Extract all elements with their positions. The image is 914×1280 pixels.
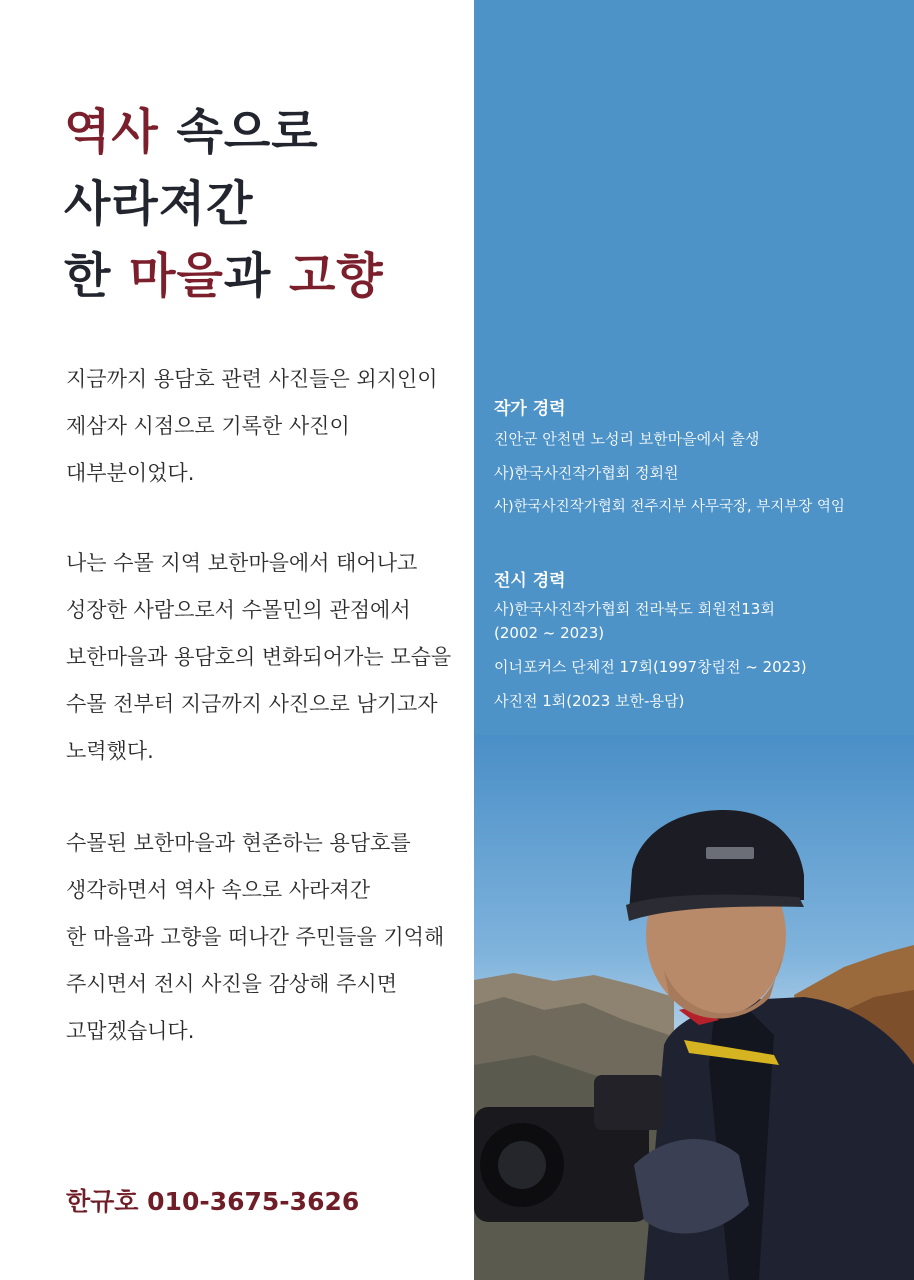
title-line-2: 사라져간: [64, 176, 254, 232]
title-text: 과: [223, 248, 289, 304]
paragraph-2: [66, 540, 451, 775]
title-line-1: [64, 96, 384, 168]
paragraph-line: 대부분이었다.: [66, 461, 195, 485]
exhibition-item: 이너포커스 단체전 17회(1997창립전 ~ 2023): [494, 658, 807, 676]
paragraph-line: 생각하면서 역사 속으로 사라져간: [66, 878, 371, 902]
photographer-photo: [474, 735, 914, 1280]
career-item: 사)한국사진작가협회 정회원: [494, 464, 679, 482]
paragraph-line: 나는 수몰 지역 보한마을에서 태어나고: [66, 551, 418, 575]
career-heading: 작가 경력: [494, 399, 566, 419]
paragraph-line: 성장한 사람으로서 수몰민의 관점에서: [66, 598, 411, 622]
title-accent: 고향: [288, 248, 384, 304]
title-line-3: [64, 240, 384, 312]
paragraph-line: 고맙겠습니다.: [66, 1019, 195, 1043]
title-text: 속으로: [158, 104, 319, 160]
photo-illustration: [474, 735, 914, 1280]
paragraph-line: 수몰된 보한마을과 현존하는 용담호를: [66, 831, 411, 855]
paragraph-line: 제삼자 시점으로 기록한 사진이: [66, 414, 350, 438]
paragraph-line: 노력했다.: [66, 739, 154, 763]
title-text: 한: [64, 248, 130, 304]
career-item: 사)한국사진작가협회 전주지부 사무국장, 부지부장 역임: [494, 499, 845, 515]
contact-info: 한규호 010-3675-3626: [66, 1187, 360, 1216]
exhibition-item: (2002 ~ 2023): [494, 624, 605, 642]
career-item: 진안군 안천면 노성리 보한마을에서 출생: [494, 430, 760, 448]
page-title: [64, 96, 384, 312]
paragraph-1: [66, 356, 438, 497]
paragraph-line: 수몰 전부터 지금까지 사진으로 남기고자: [66, 692, 438, 716]
exhibition-item: 사)한국사진작가협회 전라북도 회원전13회: [494, 600, 775, 618]
paragraph-line: 한 마을과 고향을 떠나간 주민들을 기억해: [66, 925, 445, 949]
paragraph-line: 지금까지 용담호 관련 사진들은 외지인이: [66, 367, 438, 391]
title-accent: 역사: [64, 104, 159, 160]
paragraph-line: 보한마을과 용담호의 변화되어가는 모습을: [66, 645, 452, 669]
exhibition-item: 사진전 1회(2023 보한-용담): [494, 692, 685, 710]
paragraph-line: 주시면서 전시 사진을 감상해 주시면: [66, 972, 397, 996]
paragraph-3: [66, 820, 444, 1055]
title-accent: 마을: [129, 248, 224, 304]
exhibitions-heading: 전시 경력: [494, 571, 566, 591]
